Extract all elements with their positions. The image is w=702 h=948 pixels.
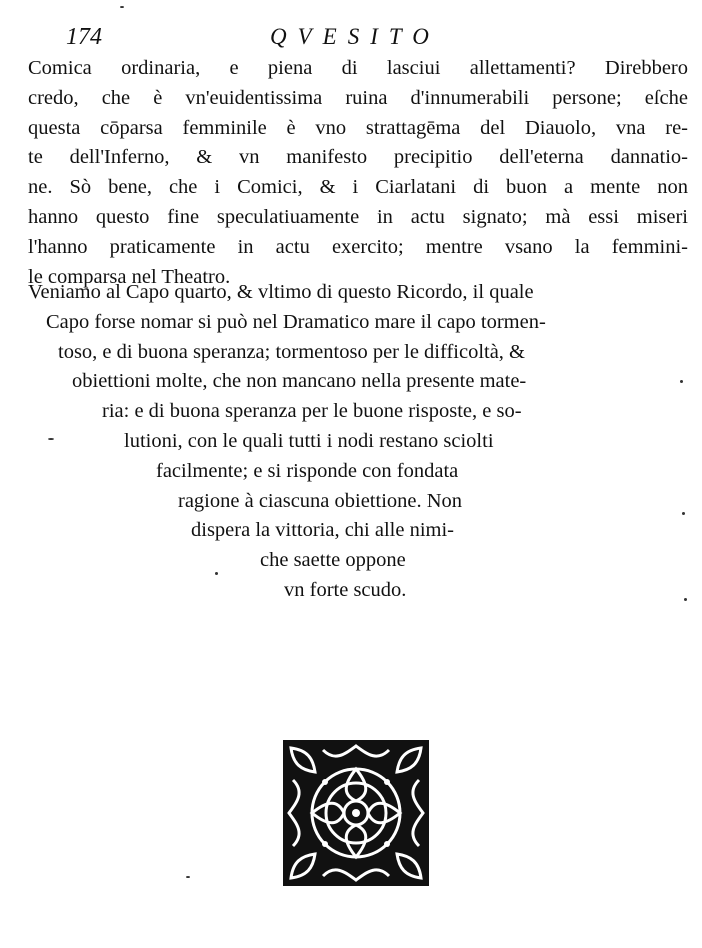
print-speck	[120, 6, 124, 8]
text-line: le comparsa nel Theatro.	[28, 265, 231, 288]
text-line: vn forte scudo.	[284, 578, 407, 601]
text-line: Veniamo al Capo quarto, & vltimo di questo Ricordo, il quale	[28, 281, 534, 303]
text-line: Capo forse nomar si può nel Dramatico mare il capo tormen-	[46, 310, 546, 333]
text-line: obiettioni molte, che non mancano nella presente mate-	[72, 370, 527, 393]
print-speck	[680, 380, 683, 383]
print-speck	[684, 598, 687, 601]
text-line: facilmente; e si risponde con fondata	[156, 459, 459, 482]
text-line: dispera la vittoria, chi alle nimi-	[191, 519, 454, 542]
text-line: te dell'Inferno, & vn manifesto precipitio dell'eterna dannatio-	[28, 146, 688, 169]
woodcut-fleuron-icon	[283, 740, 429, 886]
print-speck	[215, 572, 218, 575]
text-line: ria: e di buona speranza per le buone risposte, e so-	[102, 400, 522, 423]
text-line: ragione à ciascuna obiettione. Non	[178, 489, 463, 512]
page-header	[0, 22, 702, 52]
text-line: lutioni, con le quali tutti i nodi restano sciolti	[124, 429, 494, 452]
print-speck	[682, 512, 685, 515]
text-line: credo, che è vn'euidentissima ruina d'innumerabili persone; eſche	[28, 86, 688, 109]
print-speck	[186, 876, 190, 878]
text-line: Comica ordinaria, e piena di lasciui allettamenti? Direbbero	[28, 57, 688, 79]
text-line: che saette oppone	[260, 549, 406, 572]
running-head: QVESITO	[270, 24, 440, 49]
print-speck	[48, 438, 54, 440]
text-line: hanno questo fine speculatiuamente in actu signato; mà essi miseri	[28, 205, 688, 228]
text-line: toso, e di buona speranza; tormentoso per le difficoltà, &	[58, 340, 526, 363]
paragraph-1	[28, 54, 688, 292]
page-number: 174	[66, 24, 102, 50]
text-line: l'hanno praticamente in actu exercito; mentre vsano la femmini-	[28, 235, 688, 258]
text-line: questa cōparsa femminile è vno strattagēma del Diauolo, vna re-	[28, 116, 688, 139]
paragraph-2	[28, 278, 688, 606]
text-line: ne. Sò bene, che i Comici, & i Ciarlatani di buon a mente non	[28, 176, 688, 199]
